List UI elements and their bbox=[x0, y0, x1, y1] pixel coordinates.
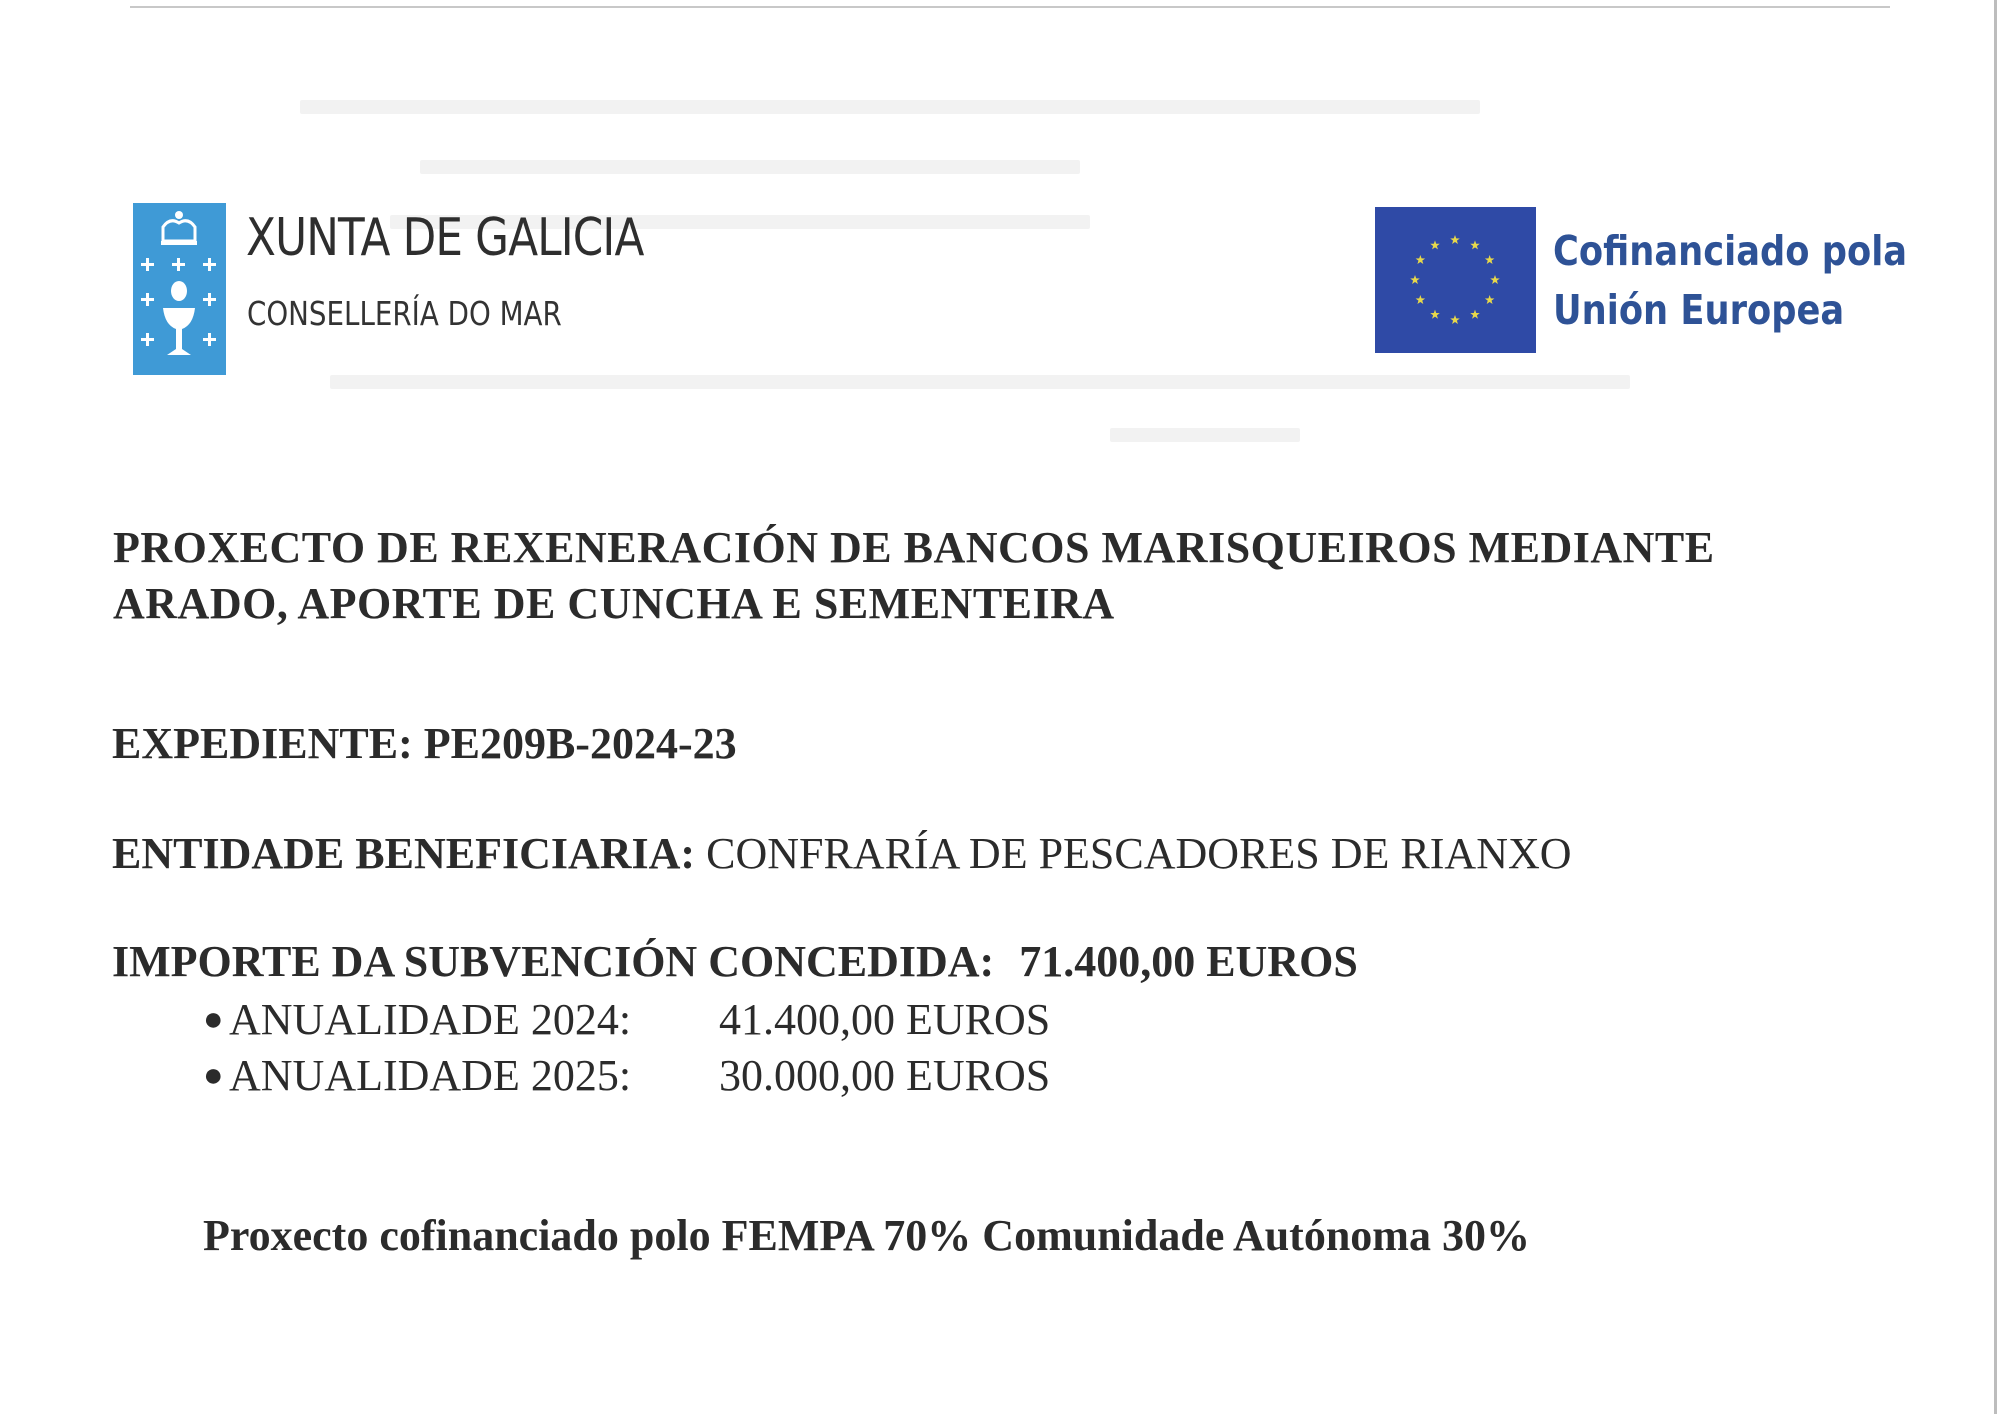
scan-top-edge bbox=[130, 6, 1890, 8]
eu-star-icon bbox=[1470, 240, 1480, 249]
project-title-line-2: ARADO, APORTE DE CUNCHA E SEMENTEIRA bbox=[113, 579, 1115, 628]
bleed-through-mark bbox=[1110, 428, 1300, 442]
bleed-through-mark bbox=[330, 375, 1630, 389]
expediente-row bbox=[112, 718, 737, 769]
grant-amount-value: 71.400,00 EUROS bbox=[1019, 937, 1358, 986]
project-title-line-1: PROXECTO DE REXENERACIÓN DE BANCOS MARISQUEIROS MEDIANTE bbox=[113, 523, 1715, 572]
annuity-item bbox=[203, 1050, 1050, 1101]
eu-stars-ring-icon bbox=[1375, 207, 1536, 353]
eu-star-icon bbox=[1485, 295, 1495, 304]
eu-star-icon bbox=[1410, 275, 1420, 284]
beneficiary-row bbox=[112, 828, 1572, 879]
annuity-value: 41.400,00 EUROS bbox=[719, 995, 1051, 1044]
eu-star-icon bbox=[1450, 315, 1460, 324]
grant-amount-row bbox=[112, 936, 1358, 987]
expediente-value: PE209B-2024-23 bbox=[423, 719, 737, 768]
annuity-label: ANUALIDADE 2024: bbox=[229, 995, 632, 1044]
beneficiary-value: CONFRARÍA DE PESCADORES DE RIANXO bbox=[706, 829, 1572, 878]
expediente-label: EXPEDIENTE: bbox=[112, 719, 413, 768]
grant-amount-label: IMPORTE DA SUBVENCIÓN CONCEDIDA: bbox=[112, 937, 995, 986]
bleed-through-mark bbox=[300, 100, 1480, 114]
annuity-label: ANUALIDADE 2025: bbox=[229, 1051, 632, 1100]
eu-star-icon bbox=[1416, 255, 1426, 264]
eu-flag-logo bbox=[1375, 207, 1536, 353]
project-title bbox=[113, 520, 1913, 632]
eu-star-icon bbox=[1450, 235, 1460, 244]
eu-cofinancing-label bbox=[1553, 222, 1908, 340]
xunta-coat-of-arms-logo bbox=[133, 203, 226, 375]
beneficiary-label: ENTIDADE BENEFICIARIA: bbox=[112, 829, 696, 878]
bullet-icon: ● bbox=[203, 1057, 224, 1094]
eu-star-icon bbox=[1490, 275, 1500, 284]
annuity-item bbox=[203, 994, 1050, 1045]
eu-star-icon bbox=[1485, 255, 1495, 264]
xunta-name: XUNTA DE GALICIA bbox=[246, 208, 644, 268]
eu-star-icon bbox=[1416, 295, 1426, 304]
cofinancing-note: Proxecto cofinanciado polo FEMPA 70% Comunidade Autónoma 30% bbox=[203, 1211, 1530, 1260]
eu-star-icon bbox=[1430, 310, 1440, 319]
eu-star-icon bbox=[1470, 310, 1480, 319]
bullet-icon: ● bbox=[203, 1001, 224, 1038]
eu-label-line-1: Cofinanciado pola bbox=[1553, 227, 1908, 275]
eu-star-icon bbox=[1430, 240, 1440, 249]
bleed-through-mark bbox=[420, 160, 1080, 174]
annuity-value: 30.000,00 EUROS bbox=[719, 1051, 1051, 1100]
eu-label-line-2: Unión Europea bbox=[1553, 286, 1845, 334]
xunta-department: CONSELLERÍA DO MAR bbox=[247, 294, 562, 333]
scan-right-edge bbox=[1994, 0, 1997, 1414]
